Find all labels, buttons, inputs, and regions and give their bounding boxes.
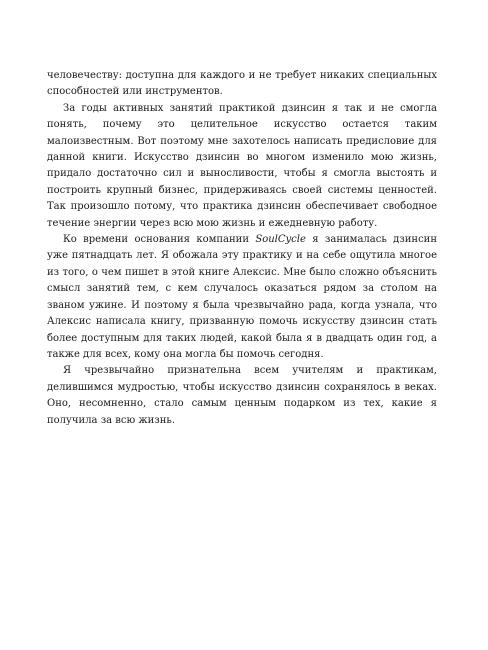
paragraph-soulcycle-rest: я занималась дзинсин уже пятнадцать лет. Я обожала эту практику и на себе ощутила многое из того, о чем пишет в этой книге Алексис. Мне было сложно объяснить смысл занятий тем, с кем случалось оказаться рядом за столом на званом ужине. И поэтому я была чрезвычайно рада, когда узнала, что Алексис написала книгу, призванную помочь искусству дзинсин стать более доступным для таких людей, какой была я в двадцать один год, а также для всех, кому она могла бы помочь сегодня. — [47, 234, 437, 360]
paragraph-soulcycle-lead: Ко времени основания компании — [63, 234, 256, 246]
paragraph-continuation: человечеству: доступна для каждого и не требует никаких специальных способностей или инструментов. — [47, 70, 437, 98]
paragraph-soulcycle — [47, 232, 437, 363]
page-text-block — [47, 68, 437, 429]
paragraph-jinshin-practice: За годы активных занятий практикой дзинсин я так и не смогла понять, почему это целительное искусство остается таким малоизвестным. Вот поэтому мне захотелось написать предисловие для данной книги. Искусство дзинсин во многом изменило мою жизнь, придало достаточно сил и выносливости, чтобы я смогла выстоять и построить крупный бизнес, придерживаясь своей системы ценностей. Так произошло потому, что практика дзинсин обеспечивает свободное течение энергии через всю мою жизнь и ежедневную работу. — [47, 102, 437, 229]
paragraph-gratitude: Я чрезвычайно признательна всем учителям и практикам, делившимся мудростью, чтобы искусство дзинсин сохранялось в веках. Оно, несомненно, стало самым ценным подарком из тех, какие я получила за всю жизнь. — [47, 365, 437, 426]
company-name-soulcycle: SoulCycle — [255, 234, 306, 246]
